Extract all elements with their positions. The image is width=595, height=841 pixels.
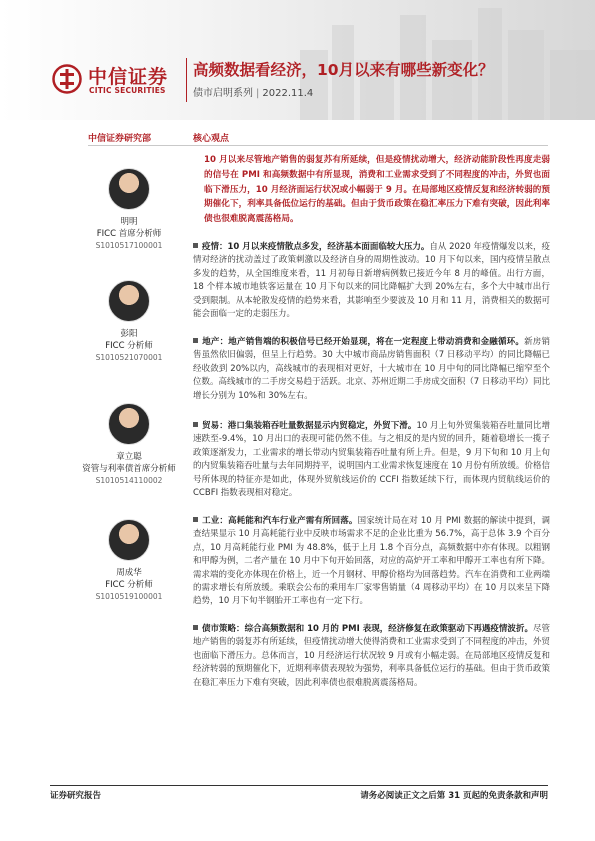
analyst-role: 资管与利率债首席分析师 — [82, 464, 176, 474]
analyst-role: FICC 分析师 — [105, 341, 153, 351]
key-point-text: 国家统计局在对 10 月 PMI 数据的解读中提到，调查结果显示 10 月高耗能行业中反映市场需求不足的企业比重为 56.7%，高于总体 3.9 个百分点，10 月高耗能行业 PMI 为 48.8%，低于上月 1.8 个百分点，高频数据中亦有体现。以粗钢和甲醇为例，二者产量在 10 月中下旬开始回落，对应的高炉开工率和甲醇开工率也有所下降。需求端的变化亦体现在价格上，近一个月钢材、甲醇价格均为回落趋势。汽车在消费和工业两端的需求增长有所放缓。乘联会公布的乘用车厂家零售销量（4 周移动平均）在 10 月以来呈下降趋势，10 月下旬半钢胎开工率也有一定下行。 — [193, 516, 551, 607]
series-separator: | — [256, 88, 260, 99]
avatar — [108, 168, 150, 210]
analyst-cert-no: S1010514110002 — [95, 476, 163, 485]
report-series-line — [193, 84, 313, 99]
series-name: 债市启明系列 — [193, 88, 253, 99]
analyst-role: FICC 首席分析师 — [96, 229, 162, 239]
avatar — [108, 403, 150, 445]
key-point-lead: 贸易：港口集装箱吞吐量数据显示内贸稳定，外贸下滑。 — [202, 421, 417, 431]
footer-disclaimer: 请务必阅读正文之后第 31 页起的免责条款和声明 — [360, 791, 548, 801]
analyst-card — [70, 168, 188, 251]
analyst-name: 章立聪 — [116, 452, 142, 462]
key-point — [193, 515, 550, 609]
footer-divider — [50, 785, 548, 786]
key-point — [193, 241, 550, 321]
avatar — [108, 519, 150, 561]
report-title: 高频数据看经济，10月以来有哪些新变化？ — [193, 61, 494, 79]
research-dept-heading: 中信证券研究部 — [88, 134, 152, 144]
analyst-card — [70, 519, 188, 602]
bullet-icon — [193, 338, 198, 343]
key-point-text: 自从 2020 年疫情爆发以来，疫情对经济的扰动盖过了政策刺激以及经济自身的周期性波动。10 月下旬以来，国内疫情呈散点多发的趋势，从全国维度来看，11 月初每日新增病例数已接近今年 8 月的峰值。出行方面，18 个样本城市地铁客运量在 10 月下旬以来的同比降幅扩大到 20%左右，多个大中城市出行受到限制。从本轮散发疫情的趋势来看，其影响至少要波及 10 月和 11 月，消费相关的数据可能会面临一定的走弱压力。 — [193, 242, 550, 320]
core-views-heading: 核心观点 — [193, 134, 230, 144]
key-point — [193, 623, 550, 690]
key-point — [193, 336, 550, 403]
analyst-cert-no: S1010521070001 — [95, 353, 163, 362]
key-point-lead: 债市策略：综合高频数据和 10 月的 PMI 表现，经济修复在政策驱动下再遇疫情波折。 — [202, 624, 533, 634]
analyst-card — [70, 280, 188, 363]
bullet-icon — [193, 517, 198, 522]
skyline-building — [432, 40, 472, 120]
key-point-text: 尽管地产销售的弱复苏有所延续，但疫情扰动增大使得消费和工业需求受到了不同程度的冲击，外贸也面临下滑压力。总体而言，10 月经济运行状况较 9 月或有小幅走弱。在局部地区疫情反复和经济转弱的预期催化下，近期利率债表现较为强势，利率具备低位运行的基础。但由于货币政策在稳汇率压力下难有突破，因此利率债也很难脱离震荡格局。 — [193, 624, 551, 688]
key-point — [193, 420, 550, 500]
bullet-icon — [193, 625, 198, 630]
key-point-text: 新房销售虽然依旧偏弱，但呈上行趋势。30 大中城市商品房销售面积（7 日移动平均）的同比降幅已经收敛到 20%以内，高线城市的表现相对更好，十大城市在 10 月中旬的同比降幅已缩窄至个位数。高线城市的二手房交易趋于活跃。北京、苏州近期二手房成交面积（7 日移动平均）同比增长分别为 10%和 30%左右。 — [193, 337, 550, 401]
footer-report-type: 证券研究报告 — [50, 791, 102, 801]
analyst-cert-no: S1010519100001 — [95, 592, 163, 601]
analyst-name: 周成华 — [116, 568, 142, 578]
key-point-lead: 工业：高耗能和汽车行业产需有所回落。 — [202, 516, 358, 526]
skyline-building — [508, 30, 544, 120]
logo-chinese-text: 中信证券 — [88, 66, 169, 88]
header-divider — [186, 58, 187, 102]
analyst-role: FICC 分析师 — [105, 580, 153, 590]
analyst-cert-no: S1010517100001 — [95, 241, 163, 250]
avatar — [108, 280, 150, 322]
section-divider — [88, 145, 548, 146]
bullet-icon — [193, 422, 198, 427]
skyline-building — [550, 50, 595, 120]
key-point-lead: 疫情：10 月以来疫情散点多发，经济基本面面临较大压力。 — [202, 242, 430, 252]
logo-english-text: CITIC SECURITIES — [89, 86, 166, 95]
report-date: 2022.11.4 — [262, 88, 314, 99]
analyst-name: 彭阳 — [120, 329, 138, 339]
bullet-icon — [193, 243, 198, 248]
citic-logo-icon — [52, 64, 82, 94]
analyst-name: 明明 — [120, 217, 138, 227]
summary-paragraph: 10 月以来尽管地产销售的弱复苏有所延续，但是疫情扰动增大，经济动能阶段性再度走弱的信号在 PMI 和高频数据中有所显现，消费和工业需求受到了不同程度的冲击，外贸也面临下滑压力，10 月经济面运行状况或小幅弱于 9 月。在局部地区疫情反复和经济转弱的预期催化下，利率具备低位运行的基础。但由于货币政策在稳汇率压力下难有突破，因此利率债也很难脱离震荡格局。 — [204, 155, 550, 225]
analyst-card — [70, 403, 188, 486]
key-point-lead: 地产：地产销售端的积极信号已经开始显现，将在一定程度上带动消费和金融循环。 — [202, 337, 525, 347]
key-point-text: 10 月上旬外贸集装箱吞吐量同比增速跌至-9.4%，10 月出口的表现可能仍然不佳。与之相反的是内贸的回升，随着稳增长一揽子政策逐渐发力，工业需求的增长带动内贸集装箱吞吐量有所上升。但是，9 月下旬和 10 月上旬的内贸集装箱吞吐量与去年同期持平，说明国内工业需求恢复速度在 10 月份有所放缓。价格信号所体现的特征亦是如此，体现外贸航线运价的 CCFI 指数延续下行，而体现内贸航线运价的 CCBFI 指数表现相对稳定。 — [193, 421, 550, 499]
